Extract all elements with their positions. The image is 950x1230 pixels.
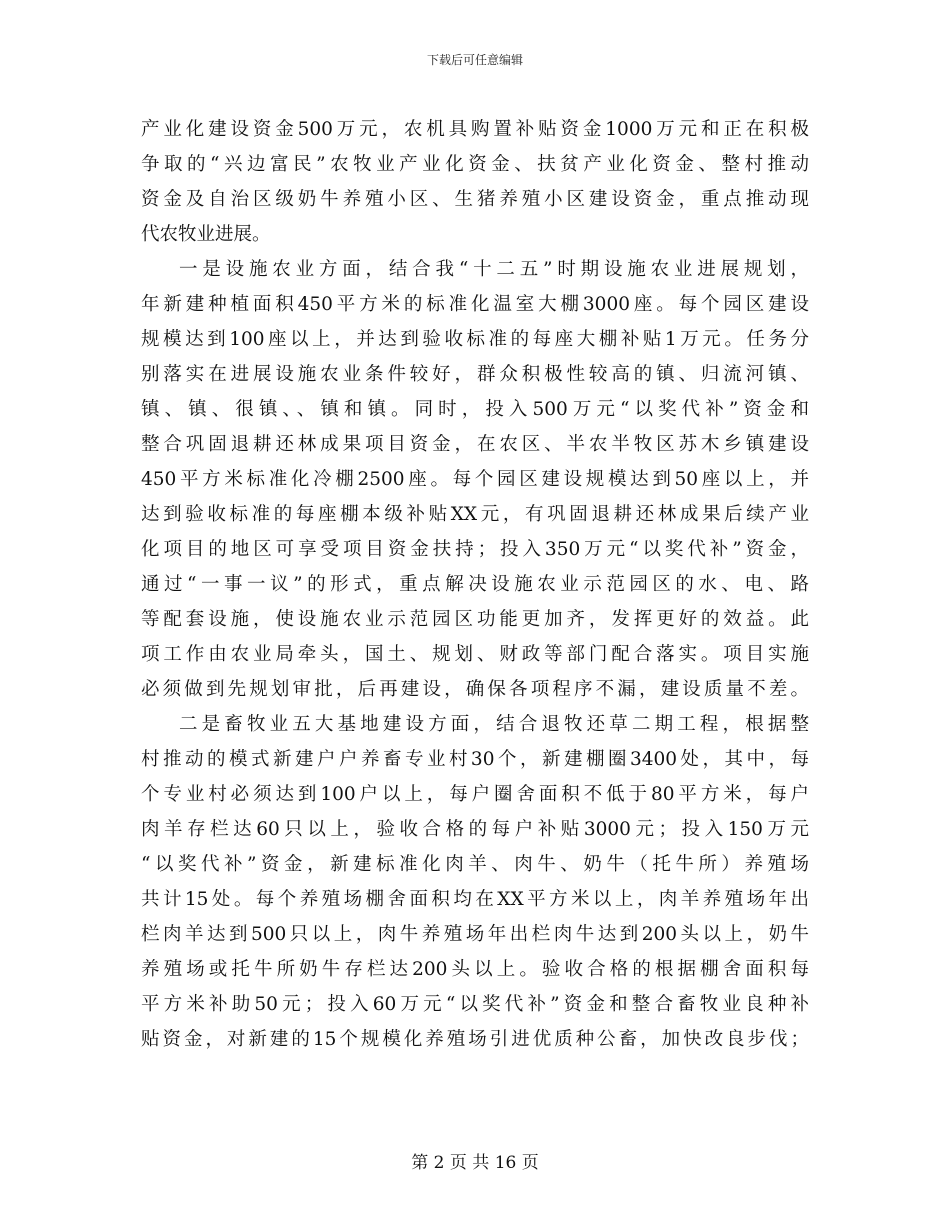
text-line: 规模达到100座以上，并达到验收标准的每座大棚补贴1万元。任务分 xyxy=(141,329,809,350)
document-body xyxy=(141,112,809,1057)
page-header: 下载后可任意编辑 xyxy=(426,53,523,67)
text-line: 通过“一事一议”的形式，重点解决设施农业示范园区的水、电、路 xyxy=(141,574,809,595)
text-line: 等配套设施，使设施农业示范园区功能更加齐，发挥更好的效益。此 xyxy=(141,609,809,630)
text-line: 个专业村必须达到100户以上，每户圈舍面积不低于80平方米，每户 xyxy=(141,784,809,805)
text-line: 整合巩固退耕还林成果项目资金，在农区、半农半牧区苏木乡镇建设 xyxy=(141,434,809,455)
text-line: 共计15处。每个养殖场棚舍面积均在XX平方米以上，肉羊养殖场年出 xyxy=(141,889,809,910)
text-line: “以奖代补”资金，新建标准化肉羊、肉牛、奶牛（托牛所）养殖场 xyxy=(141,854,809,875)
text-line: 村推动的模式新建户户养畜专业村30个，新建棚圈3400处，其中，每 xyxy=(141,749,809,770)
text-line: 镇、镇、很镇、、镇和镇。同时，投入500万元“以奖代补”资金和 xyxy=(141,399,809,420)
text-line: 贴资金，对新建的15个规模化养殖场引进优质种公畜，加快改良步伐； xyxy=(141,1029,809,1050)
text-line: 达到验收标准的每座棚本级补贴XX元，有巩固退耕还林成果后续产业 xyxy=(141,504,809,525)
text-line: 450平方米标准化冷棚2500座。每个园区建设规模达到50座以上，并 xyxy=(141,469,809,490)
text-line: 必须做到先规划审批，后再建设，确保各项程序不漏，建设质量不差。 xyxy=(141,679,809,700)
text-line: 代农牧业进展。 xyxy=(141,224,271,245)
text-line: 肉羊存栏达60只以上，验收合格的每户补贴3000元；投入150万元 xyxy=(141,819,809,840)
text-line: 争取的“兴边富民”农牧业产业化资金、扶贫产业化资金、整村推动 xyxy=(141,154,809,175)
text-line: 化项目的地区可享受项目资金扶持；投入350万元“以奖代补”资金， xyxy=(141,539,809,560)
text-line: 产业化建设资金500万元，农机具购置补贴资金1000万元和正在积极 xyxy=(141,119,809,140)
text-line: 养殖场或托牛所奶牛存栏达200头以上。验收合格的根据棚舍面积每 xyxy=(141,959,809,980)
text-line: 栏肉羊达到500只以上，肉牛养殖场年出栏肉牛达到200头以上，奶牛 xyxy=(141,924,809,945)
text-line: 年新建种植面积450平方米的标准化温室大棚3000座。每个园区建设 xyxy=(141,294,809,315)
text-line: 项工作由农业局牵头，国土、规划、财政等部门配合落实。项目实施 xyxy=(141,644,809,665)
page-number-footer: 第 2 页 共 16 页 xyxy=(411,1153,539,1173)
paragraph-start-line: 二是畜牧业五大基地建设方面，结合退牧还草二期工程，根据整 xyxy=(179,714,809,735)
paragraph-start-line: 一是设施农业方面，结合我“十二五”时期设施农业进展规划， xyxy=(179,259,809,280)
text-line: 资金及自治区级奶牛养殖小区、生猪养殖小区建设资金，重点推动现 xyxy=(141,189,809,210)
text-line: 别落实在进展设施农业条件较好，群众积极性较高的镇、归流河镇、 xyxy=(141,364,809,385)
text-line: 平方米补助50元；投入60万元“以奖代补”资金和整合畜牧业良种补 xyxy=(141,994,809,1015)
